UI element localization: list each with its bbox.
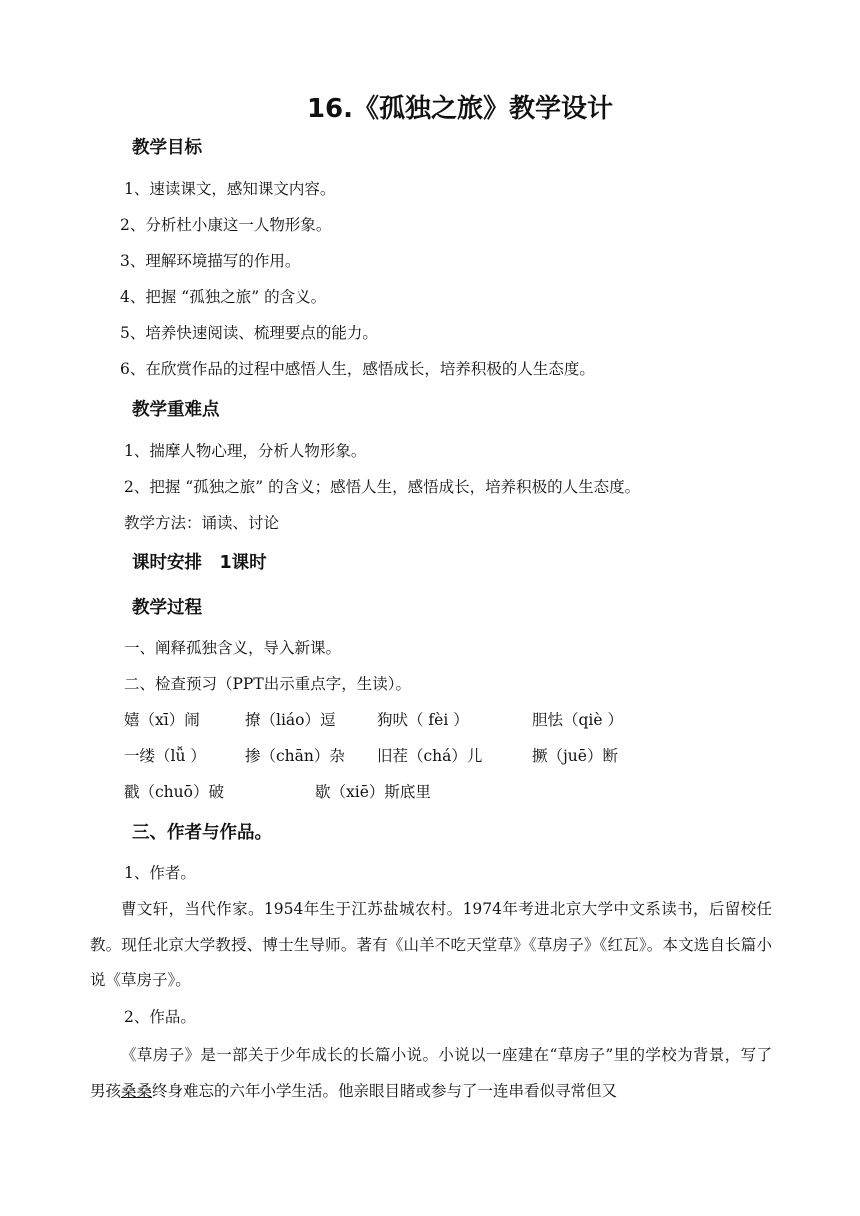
vocab-item: 嬉（xī）闹 [124, 711, 200, 729]
objective-item: 5、培养快速阅读、梳理要点的能力。 [120, 324, 378, 342]
vocab-item: 狗吠（ fèi ） [377, 711, 469, 729]
work-text-after: 终身难忘的六年小学生活。他亲眼目睹或参与了一连串看似寻常但又 [152, 1081, 618, 1100]
objectives-heading: 教学目标 [132, 138, 202, 158]
vocab-item: 掺（chān）杂 [245, 747, 345, 765]
process-heading: 教学过程 [132, 598, 202, 618]
vocab-item: 歇（xiē）斯底里 [315, 783, 431, 801]
key-point-item: 1、揣摩人物心理，分析人物形象。 [124, 442, 367, 460]
vocab-item: 撅（juē）断 [532, 747, 618, 765]
objective-item: 3、理解环境描写的作用。 [120, 252, 301, 270]
process-step: 一、阐释孤独含义，导入新课。 [124, 639, 342, 657]
author-label: 1、作者。 [124, 864, 196, 882]
page-title: 16.《孤独之旅》教学设计 [306, 94, 614, 124]
vocab-item: 一缕（lǚ ） [124, 747, 206, 765]
objective-item: 1、速读课文，感知课文内容。 [124, 180, 336, 198]
teaching-method: 教学方法：诵读、讨论 [124, 514, 280, 532]
work-text-underlined: 桑桑 [121, 1081, 153, 1100]
author-paragraph: 曹文轩，当代作家。1954年生于江苏盐城农村。1974年考进北京大学中文系读书，后留校任教。现任北京大学教授、博士生导师。著有《山羊不吃天堂草》《草房子》《红瓦》。本文选自长篇小说《草房子》。 [90, 900, 772, 989]
section3-heading: 三、作者与作品。 [132, 823, 272, 843]
work-paragraph [90, 1038, 772, 1109]
key-point-item: 2、把握 “孤独之旅” 的含义；感悟人生，感悟成长，培养积极的人生态度。 [124, 478, 641, 496]
objective-item: 2、分析杜小康这一人物形象。 [120, 216, 332, 234]
work-label: 2、作品。 [124, 1008, 196, 1026]
work-text-before: 《草房子》是一部关于少年成长的长篇小说。小说以一座建在“草房子”里的学校为背景，写了男孩 [90, 1046, 772, 1100]
schedule-heading: 课时安排 1课时 [132, 553, 267, 573]
key-points-heading: 教学重难点 [132, 400, 220, 420]
objective-item: 6、在欣赏作品的过程中感悟人生，感悟成长，培养积极的人生态度。 [120, 360, 595, 378]
vocab-item: 戳（chuō）破 [124, 783, 224, 801]
process-step: 二、检查预习（PPT出示重点字，生读）。 [124, 675, 411, 693]
objective-item: 4、把握 “孤独之旅” 的含义。 [120, 288, 327, 306]
vocab-item: 旧茬（chá）儿 [377, 747, 483, 765]
vocab-item: 撩（liáo）逗 [245, 711, 336, 729]
vocab-item: 胆怯（qiè ） [532, 711, 623, 729]
